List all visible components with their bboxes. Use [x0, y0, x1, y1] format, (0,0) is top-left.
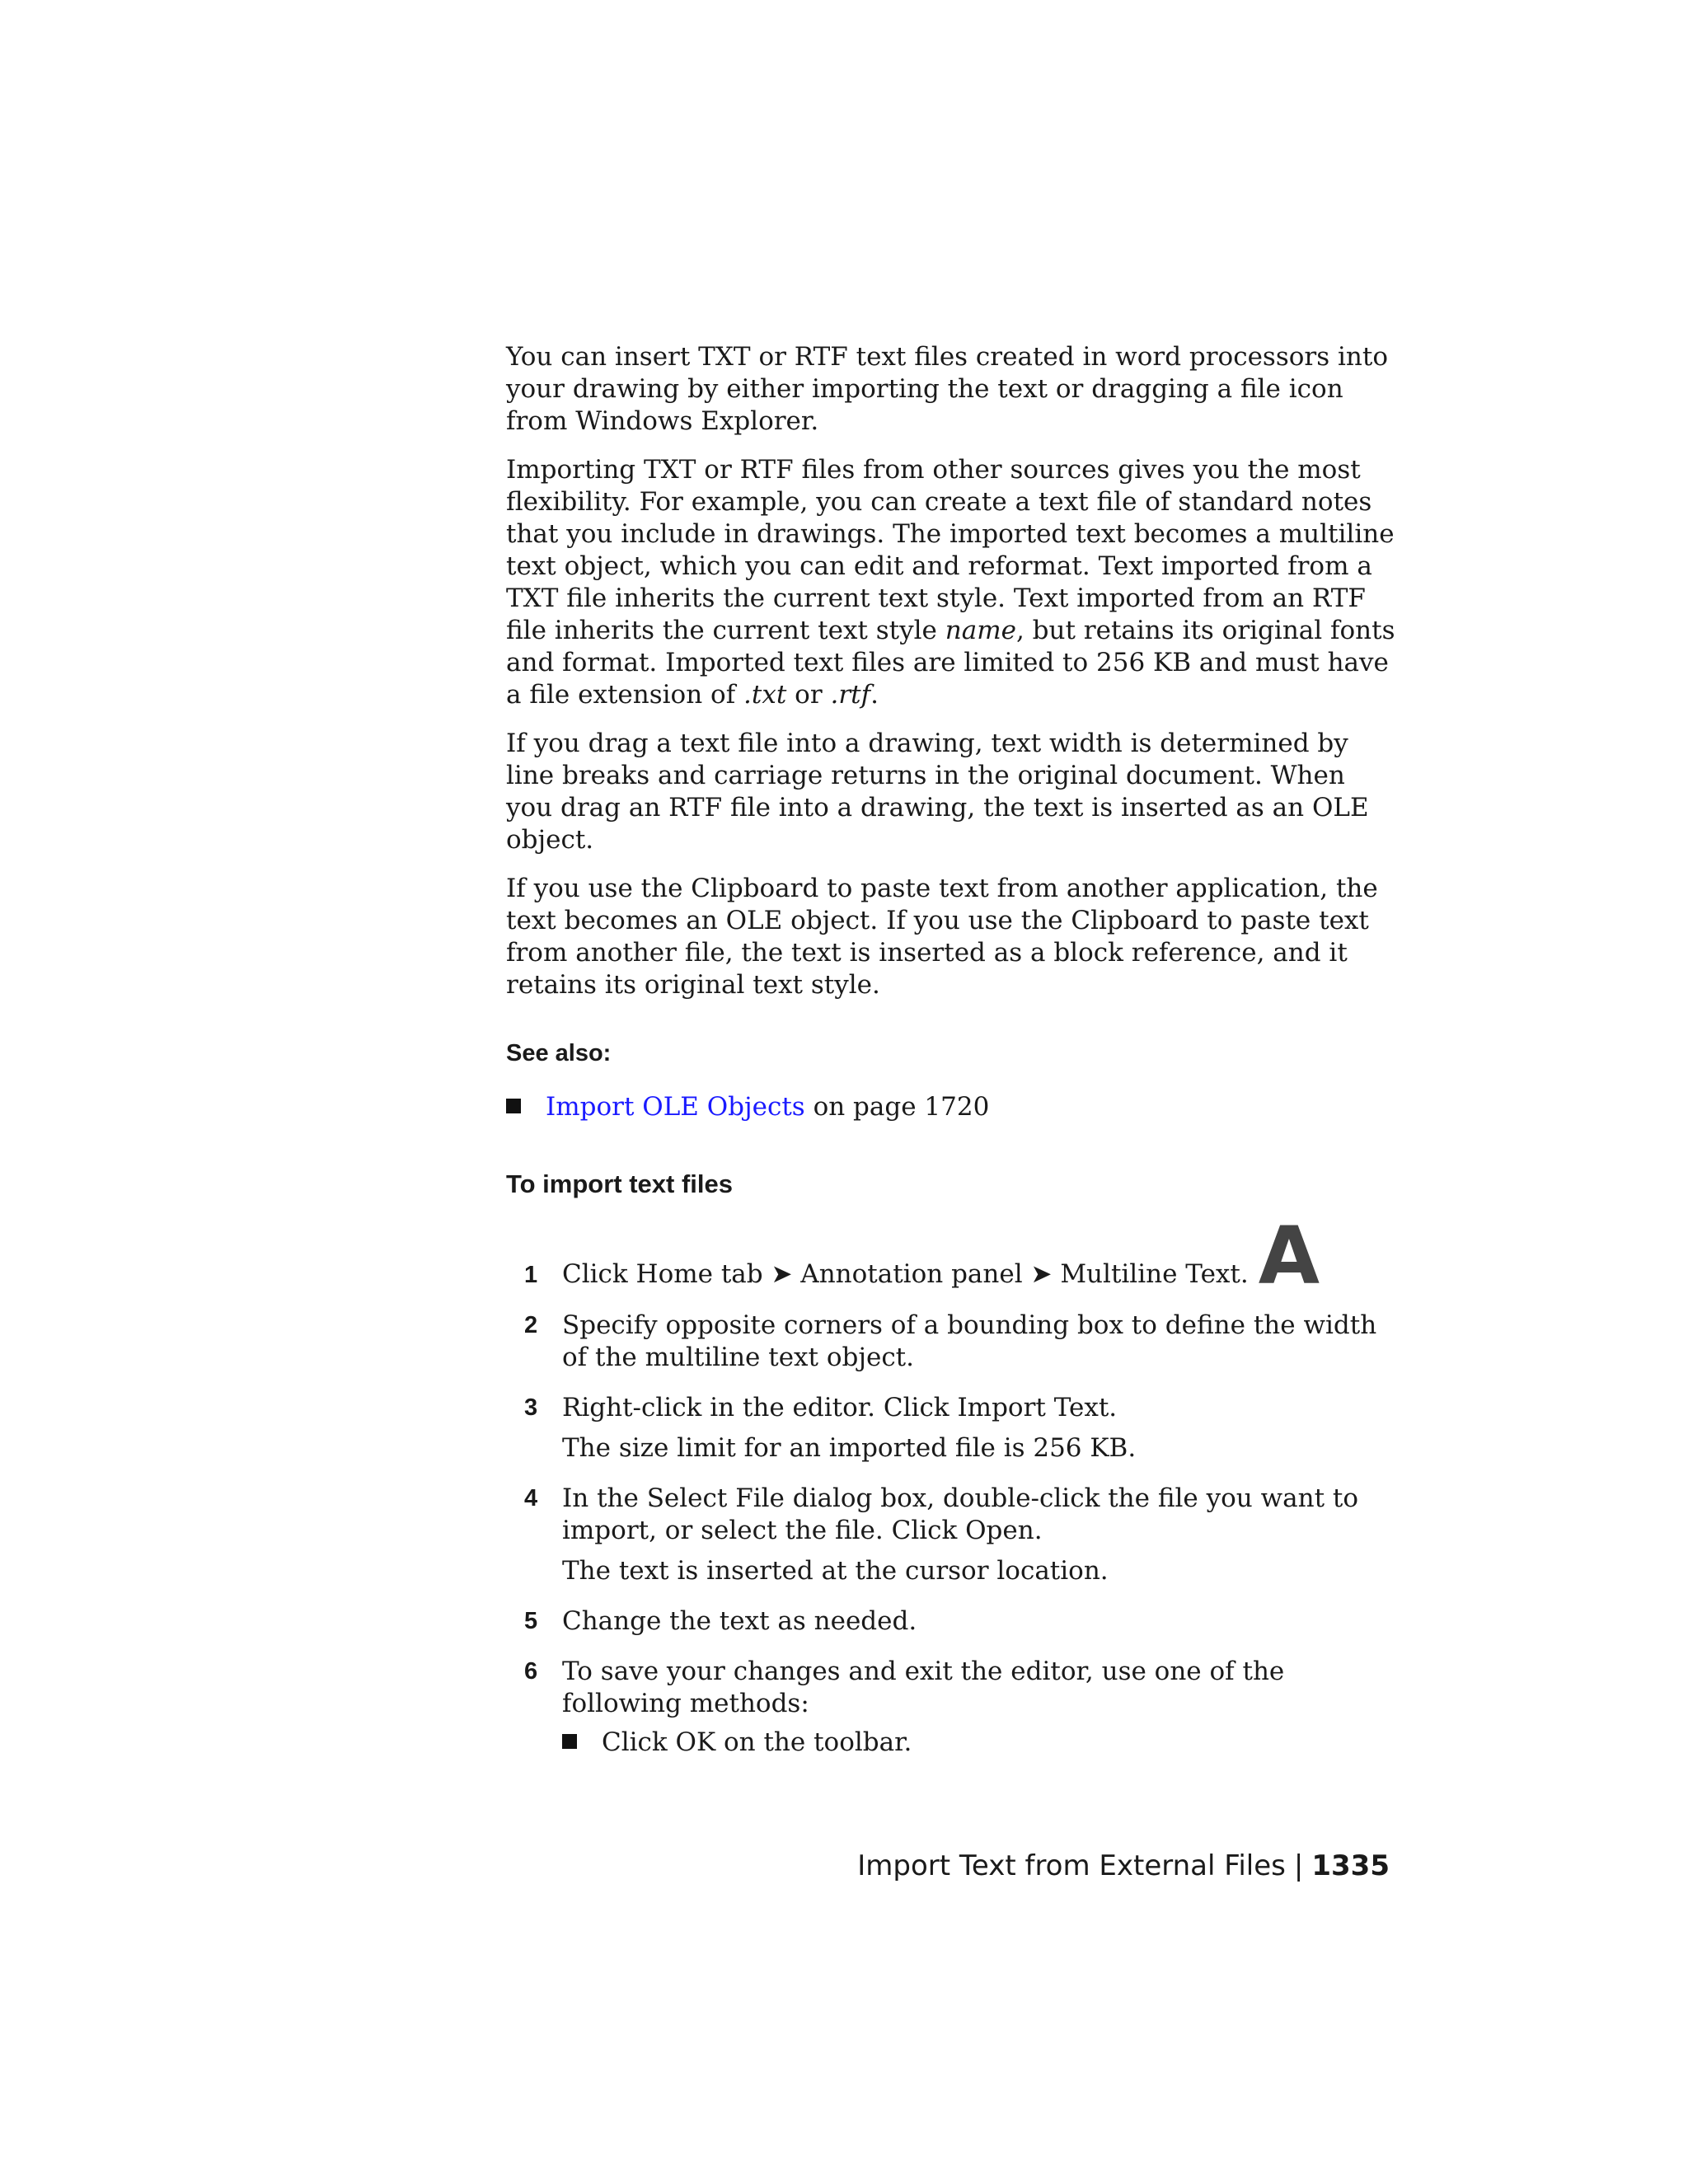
step-number: 6	[524, 1658, 538, 1685]
footer-separator: |	[1293, 1849, 1304, 1882]
extension-txt: .txt	[743, 680, 787, 710]
page-footer	[857, 1849, 1390, 1882]
step-body	[562, 1656, 1396, 1759]
step-5	[506, 1605, 1396, 1638]
multiline-text-icon: A	[1258, 1210, 1320, 1302]
para2-end: .	[870, 680, 879, 710]
see-also-link-suffix: on page 1720	[804, 1092, 990, 1122]
intro-paragraph: You can insert TXT or RTF text files created in word processors into your drawing by either importing the text or dragging a file icon from Windows Explorer.	[506, 342, 1388, 436]
step-number: 4	[524, 1485, 538, 1511]
para2-text-b: , but retains its original fonts and format. Imported text files are limited to 256 KB and must have a file extension of	[506, 616, 1395, 710]
page-content	[506, 341, 1396, 1777]
square-bullet-icon	[506, 1099, 521, 1113]
step-body	[562, 1392, 1396, 1465]
square-bullet-icon	[562, 1734, 577, 1749]
procedure-heading: To import text files	[506, 1169, 734, 1198]
see-also-item-text	[546, 1091, 989, 1123]
step-1	[506, 1210, 1396, 1302]
footer-title: Import Text from External Files	[857, 1849, 1286, 1882]
step-body	[562, 1605, 1396, 1638]
import-flexibility-paragraph	[506, 454, 1396, 711]
para2-name-term: name	[945, 616, 1016, 645]
para2-text-a: Importing TXT or RTF files from other sources gives you the most flexibility. For example, you can create a text file of standard notes that you include in drawings. The imported text becomes a multiline text object, which you can edit and reformat. Text imported from a TXT file inherits the current text style. Text imported from an RTF file inherits the current text style	[506, 455, 1395, 645]
procedure-steps	[506, 1210, 1396, 1759]
step-2	[506, 1310, 1396, 1374]
step-6	[506, 1656, 1396, 1759]
step-text: Right-click in the editor. Click Import Text.	[562, 1393, 1118, 1422]
sub-bullet-text: Click OK on the toolbar.	[602, 1727, 912, 1757]
import-ole-objects-link[interactable]: Import OLE Objects	[546, 1092, 805, 1122]
clipboard-paragraph: If you use the Clipboard to paste text from another application, the text becomes an OLE object. If you use the Clipboard to paste text from another file, the text is inserted as a block reference, and it retains its original text style.	[506, 874, 1378, 1000]
step-number: 1	[524, 1262, 538, 1288]
step-body	[562, 1310, 1396, 1374]
para2-or: or	[786, 680, 831, 710]
see-also-label: See also:	[506, 1040, 612, 1066]
page-number: 1335	[1311, 1849, 1390, 1882]
step-number: 5	[524, 1608, 538, 1634]
step-number: 3	[524, 1394, 538, 1421]
step-text: Specify opposite corners of a bounding box to define the width of the multiline text object.	[562, 1310, 1377, 1372]
step-4	[506, 1483, 1396, 1587]
see-also-item	[506, 1091, 1396, 1123]
drag-file-paragraph: If you drag a text file into a drawing, text width is determined by line breaks and carriage returns in the original document. When you drag an RTF file into a drawing, the text is inserted as an OLE object.	[506, 729, 1369, 855]
step-body	[562, 1210, 1396, 1302]
step-text: To save your changes and exit the editor, use one of the following methods:	[562, 1657, 1285, 1718]
step-note: The size limit for an imported file is 256 KB.	[562, 1433, 1137, 1463]
sub-bullet-item	[562, 1727, 1396, 1759]
extension-rtf: .rtf	[830, 680, 871, 710]
step-3	[506, 1392, 1396, 1465]
step-text: Click Home tab ➤ Annotation panel ➤ Multiline Text.	[562, 1259, 1249, 1289]
step-text: Change the text as needed.	[562, 1606, 917, 1636]
step-number: 2	[524, 1312, 538, 1338]
step-text: In the Select File dialog box, double-click the file you want to import, or select the file. Click Open.	[562, 1483, 1359, 1545]
step-body	[562, 1483, 1396, 1587]
step-note: The text is inserted at the cursor location.	[562, 1556, 1109, 1586]
